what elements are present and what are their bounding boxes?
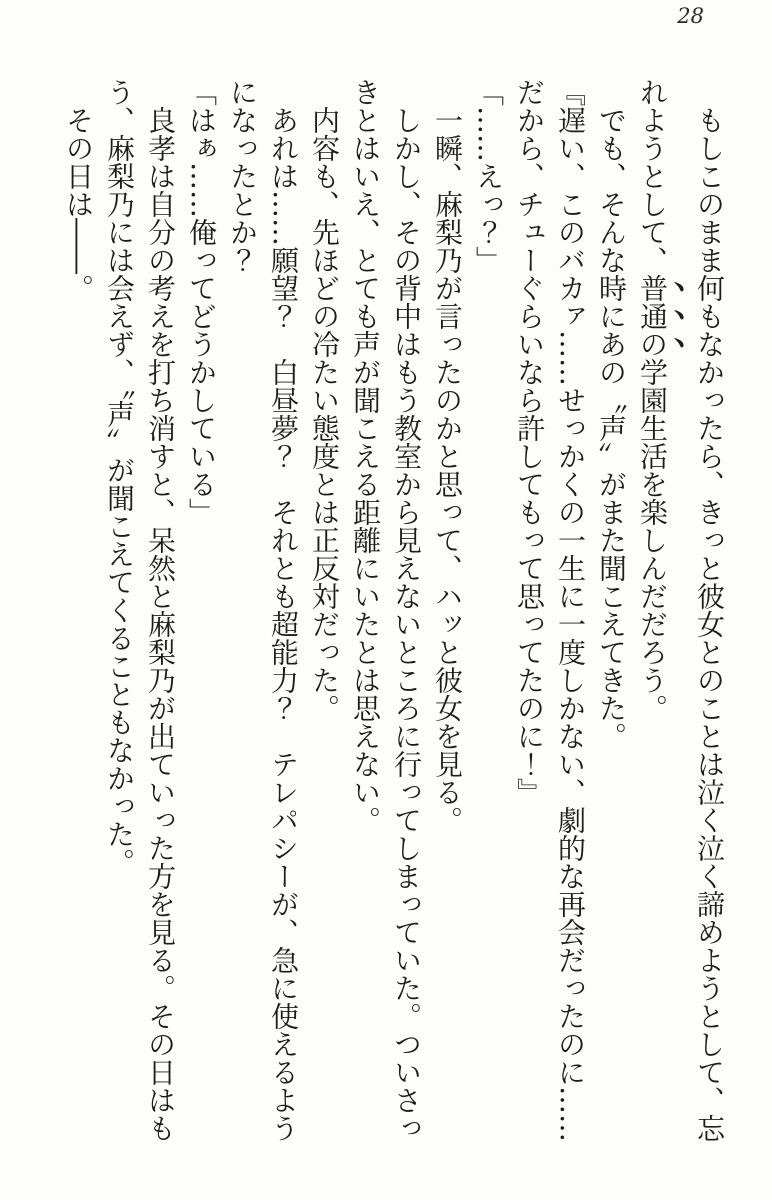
paragraph	[304, 78, 345, 1156]
text-run: その日は――。	[62, 106, 95, 302]
text-run: 「はぁ……俺ってどうかしている」	[185, 78, 218, 526]
body-text	[62, 78, 730, 1156]
paragraph	[99, 78, 181, 1156]
paragraph	[632, 78, 730, 1156]
paragraph	[468, 78, 509, 1156]
paragraph	[181, 78, 222, 1156]
text-run: 『遅い、このバカァ……せっかくの一生に一度しかない、劇的な再会だったのに……だから、チューぐらいなら許してもって思ってたのに！』	[513, 78, 587, 1142]
text-run: でも、そんな時にあの〝声〞がまた聞こえてきた。	[595, 106, 628, 750]
paragraph	[509, 78, 591, 1156]
page-number: 28	[677, 4, 704, 28]
text-run: しかし、その背中はもう教室から見えないところに行ってしまっていた。ついさっきとはいえ、とても声が聞こえる距離にいたとは思えない。	[349, 78, 423, 1142]
text-run: 良孝は自分の考えを打ち消すと、呆然と麻梨乃が出ていった方を見る。その日はもう、麻梨乃には会えず、〝声〞が聞こえてくることもなかった。	[103, 78, 177, 1142]
paragraph	[345, 78, 427, 1156]
text-run: あれは……願望？ 白昼夢？ それとも超能力？ テレパシーが、急に使えるようになったとか？	[226, 78, 300, 1142]
text-run: 内容も、先ほどの冷たい態度とは正反対だった。	[308, 106, 341, 722]
emphasized-text: 普通の	[636, 274, 669, 358]
text-run: 学園生活を楽しんだだろう。	[636, 358, 669, 722]
text-run: もしこのまま何もなかったら、きっと彼女とのことは泣く泣く諦めようとして、忘れようとして、	[636, 78, 726, 1142]
paragraph	[591, 78, 632, 1156]
text-run: 一瞬、麻梨乃が言ったのかと思って、ハッと彼女を見る。	[431, 106, 464, 834]
text-run: 「……えっ？」	[472, 78, 505, 274]
paragraph	[58, 78, 99, 1156]
paragraph	[222, 78, 304, 1156]
paragraph	[427, 78, 468, 1156]
